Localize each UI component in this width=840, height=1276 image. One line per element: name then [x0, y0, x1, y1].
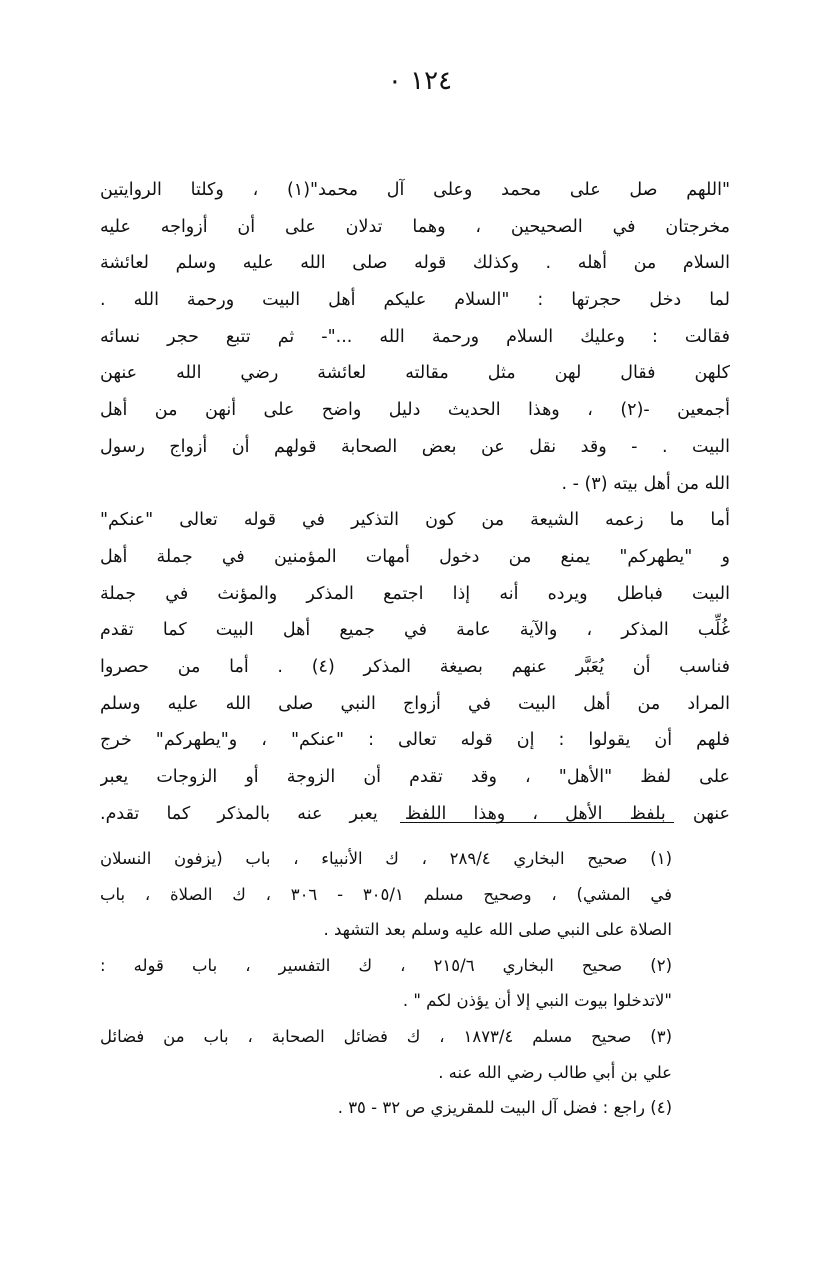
body-line: و "يطهركم" يمنع من دخول أمهات المؤمنين في جملة أهل [100, 546, 730, 567]
footnote-line: الصلاة على النبي صلى الله عليه وسلم بعد التشهد . [323, 920, 672, 940]
body-line: المراد من أهل البيت في أزواج النبي صلى الله عليه وسلم [100, 693, 730, 714]
body-line: غُلِّب المذكر ، والآية عامة في جميع أهل البيت كما تقدم [100, 620, 730, 641]
footnote-line: في المشي) ، وصحيح مسلم ٣٠٥/١ - ٣٠٦ ، ك الصلاة ، باب [100, 884, 672, 904]
body-line: البيت . - وقد نقل عن بعض الصحابة قولهم أن أزواج رسول [100, 436, 730, 457]
body-line: على لفظ "الأهل" ، وقد تقدم أن الزوجة أو الزوجات يعبر [100, 767, 730, 787]
body-line: لما دخل حجرتها : "السلام عليكم أهل البيت ورحمة الله . [100, 290, 730, 311]
footnote-line: "لاتدخلوا بيوت النبي إلا أن يؤذن لكم " . [402, 991, 672, 1011]
page-number: ١٢٤ ٠ [387, 66, 453, 96]
footnote-line: (٢) صحيح البخاري ٢١٥/٦ ، ك التفسير ، باب قوله : [100, 955, 672, 975]
footnotes [100, 841, 672, 1126]
footnote-line: علي بن أبي طالب رضي الله عنه . [438, 1062, 672, 1082]
footnote-separator [400, 822, 674, 823]
body-line: عنهن بلفظ الأهل ، وهذا اللفظ يعبر عنه بالمذكر كما تقدم. [100, 803, 730, 824]
body-line: البيت فباطل ويرده أنه إذا اجتمع المذكر والمؤنث في جملة [100, 583, 730, 604]
body-line: السلام من أهله . وكذلك قوله صلى الله عليه وسلم لعائشة [100, 253, 730, 274]
body-line: فناسب أن يُعَبَّر عنهم بصيغة المذكر (٤) . أما من حصروا [100, 656, 730, 677]
body-line: كلهن فقال لهن مثل مقالته لعائشة رضي الله عنهن [100, 363, 730, 384]
body-line: مخرجتان في الصحيحين ، وهما تدلان على أن أزواجه عليه [100, 216, 730, 237]
footnote-line: (٤) راجع : فضل آل البيت للمقريزي ص ٣٢ - ٣٥ . [337, 1098, 672, 1118]
body-line: الله من أهل بيته (٣) - . [561, 473, 730, 494]
body-line: فقالت : وعليك السلام ورحمة الله ..."- ثم تتبع حجر نسائه [100, 326, 730, 347]
body-line: أجمعين -(٢) ، وهذا الحديث دليل واضح على أنهن من أهل [100, 400, 730, 421]
main-text [100, 172, 730, 832]
body-line: أما ما زعمه الشيعة من كون التذكير في قوله تعالى "عنكم" [100, 510, 730, 531]
footnote-line: (٣) صحيح مسلم ١٨٧٣/٤ ، ك فضائل الصحابة ، باب من فضائل [100, 1026, 672, 1046]
footnote-line: (١) صحيح البخاري ٢٨٩/٤ ، ك الأنبياء ، باب (يزفون النسلان [100, 849, 672, 868]
body-line: فلهم أن يقولوا : إن قوله تعالى : "عنكم" ، و"يطهركم" خرج [100, 730, 730, 751]
body-line: "اللهم صل على محمد وعلى آل محمد"(١) ، وكلتا الروايتين [100, 180, 730, 200]
